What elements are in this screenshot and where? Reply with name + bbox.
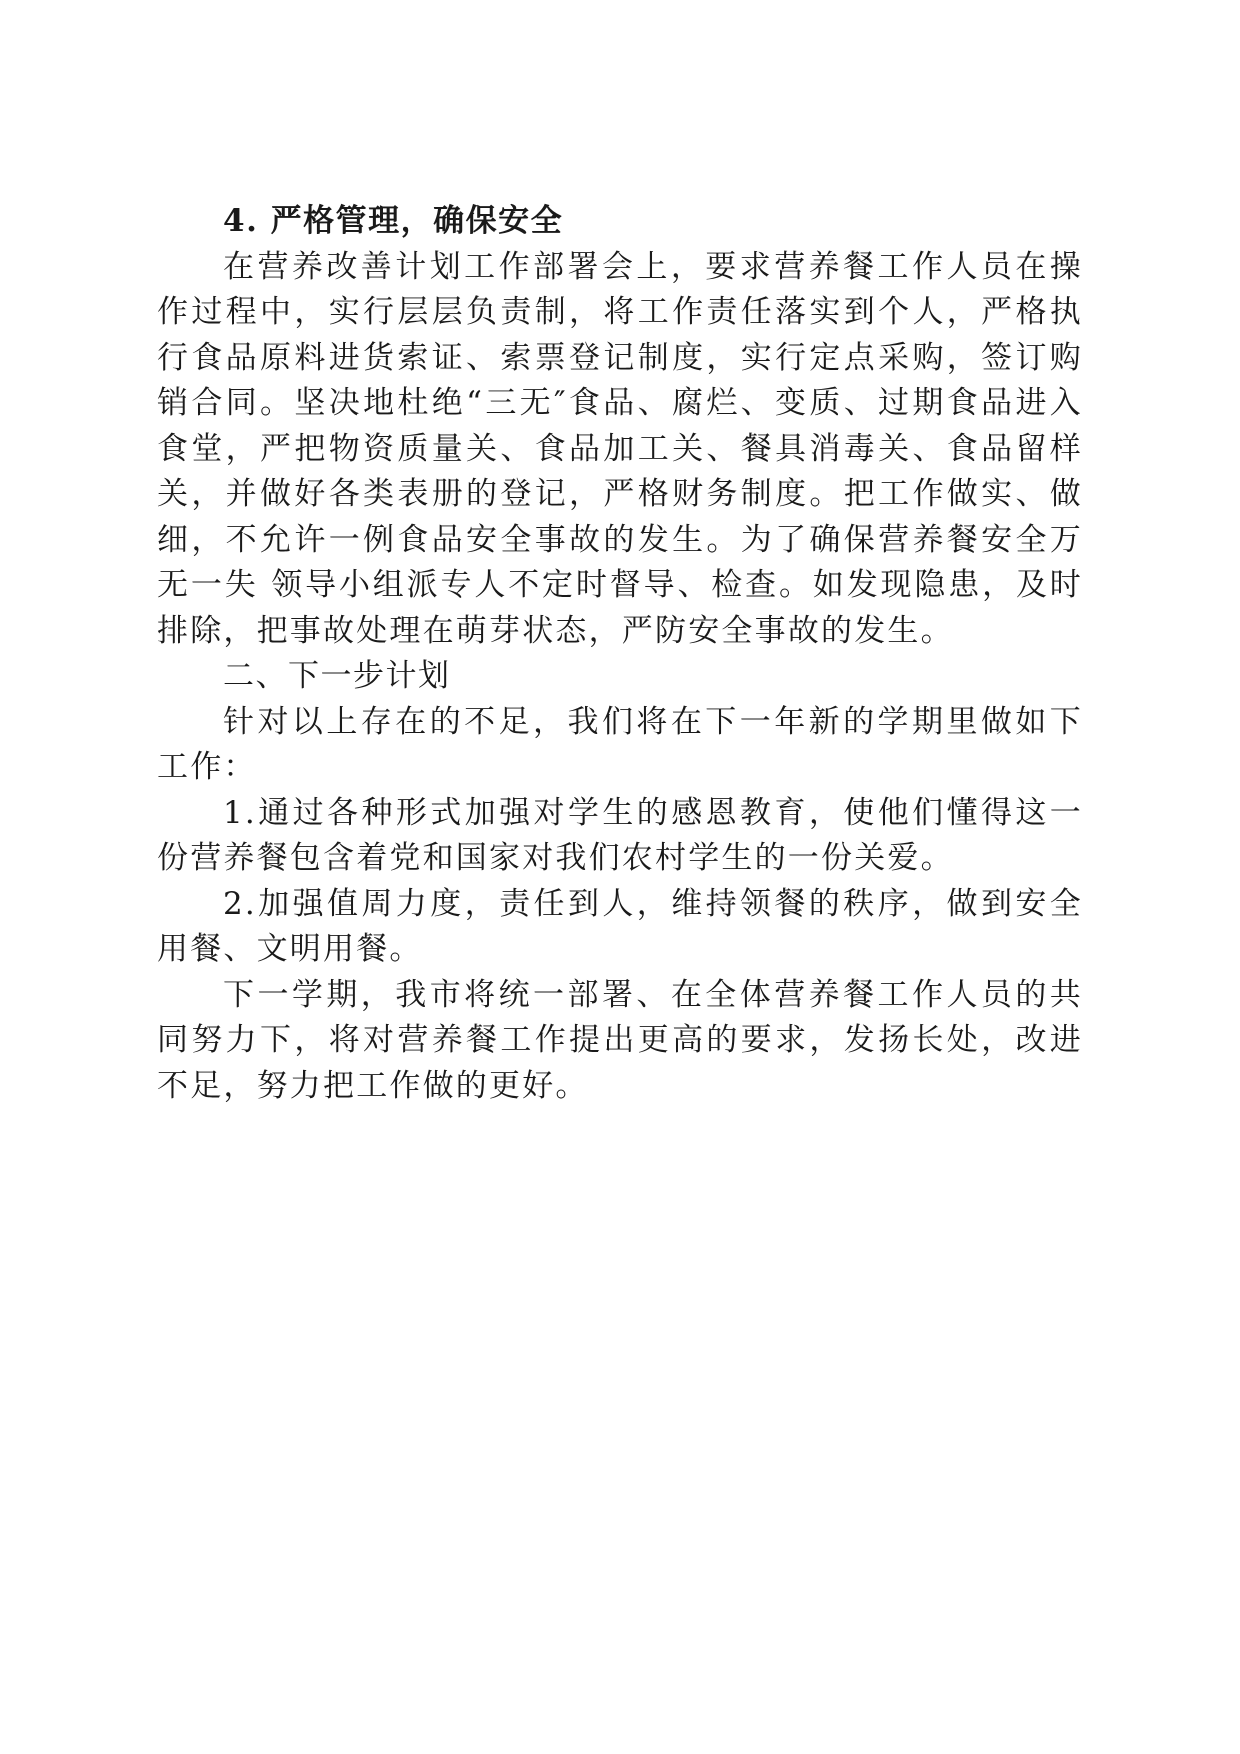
- section-heading-strict-management: 4. 严格管理，确保安全: [223, 203, 564, 239]
- paragraph-closing: 下一学期，我市将统一部署、在全体营养餐工作人员的共同努力下，将对营养餐工作提出更高的要求，发扬长处，改进不足，努力把工作做的更好。: [157, 976, 1083, 1104]
- list-item-gratitude-education: 1.通过各种形式加强对学生的感恩教育，使他们懂得这一份营养餐包含着党和国家对我们农村学生的一份关爱。: [157, 794, 1083, 876]
- list-item-duty-strengthening: 2.加强值周力度，责任到人，维持领餐的秩序，做到安全用餐、文明用餐。: [157, 885, 1083, 967]
- section-heading-next-plan: 二、下一步计划: [223, 658, 451, 694]
- paragraph-safety-management: 在营养改善计划工作部署会上，要求营养餐工作人员在操作过程中，实行层层负责制，将工作责任落实到个人，严格执行食品原料进货索证、索票登记制度，实行定点采购，签订购销合同。坚决地杜绝“三无″食品、腐烂、变质、过期食品进入食堂，严把物资质量关、食品加工关、餐具消毒关、食品留样关，并做好各类表册的登记，严格财务制度。把工作做实、做细，不允许一例食品安全事故的发生。为了确保营养餐安全万无一失 领导小组派专人不定时督导、检查。如发现隐患，及时排除，把事故处理在萌芽状态，严防安全事故的发生。: [157, 248, 1083, 649]
- paragraph-next-plan-intro: 针对以上存在的不足，我们将在下一年新的学期里做如下工作：: [157, 703, 1083, 785]
- document-body: [157, 199, 1083, 1109]
